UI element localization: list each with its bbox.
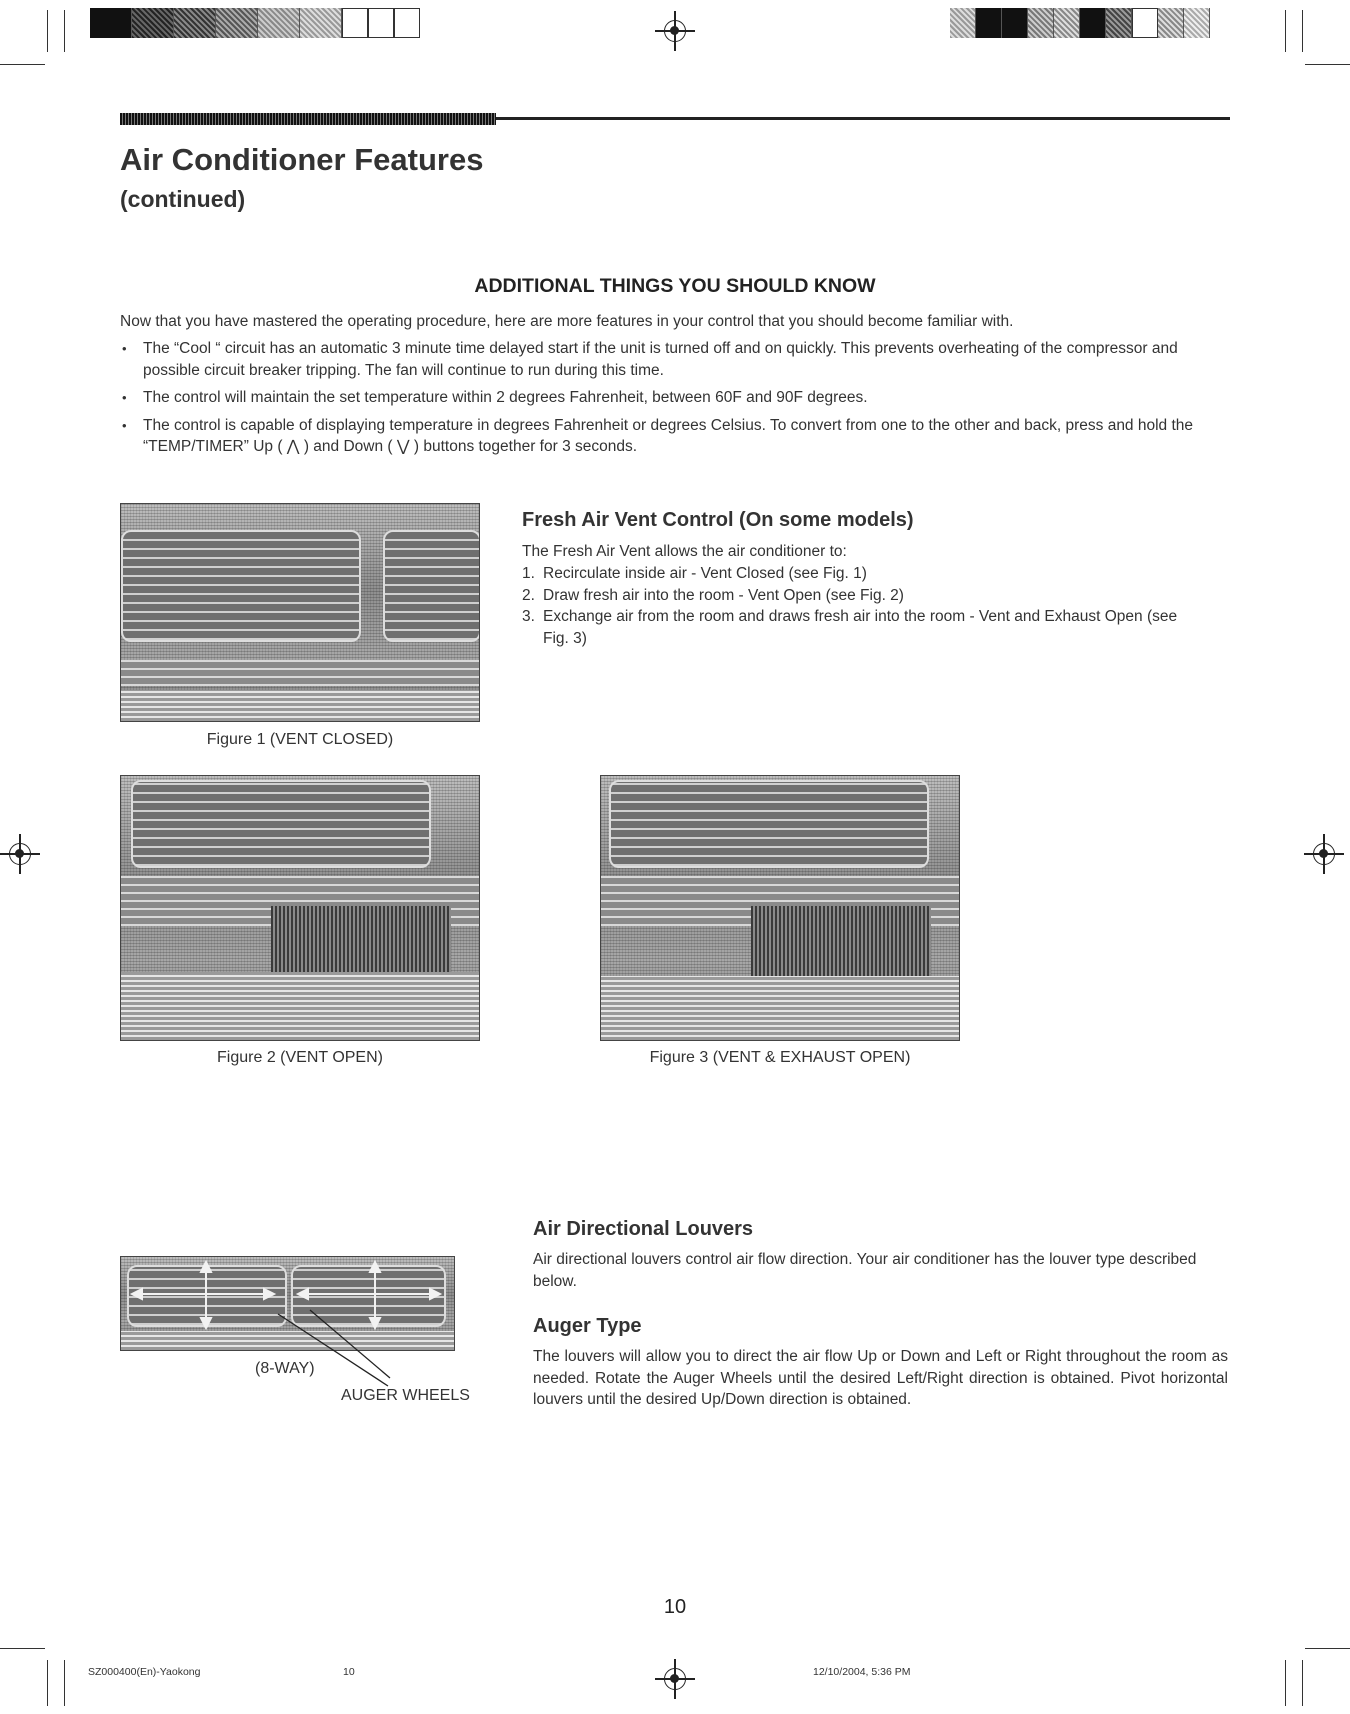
figure-3-caption: Figure 3 (VENT & EXHAUST OPEN) xyxy=(649,1049,911,1066)
figure-3-photo xyxy=(600,775,960,1041)
registration-mark-icon xyxy=(1313,843,1335,865)
page-number: 10 xyxy=(663,1596,687,1618)
slug-filename: SZ000400(En)-Yaokong xyxy=(88,1666,201,1678)
calibration-bar-left xyxy=(90,8,420,38)
slug-timestamp: 12/10/2004, 5:36 PM xyxy=(813,1666,911,1678)
fresh-air-heading: Fresh Air Vent Control (On some models) xyxy=(522,509,914,531)
louver-8way-label: (8-WAY) xyxy=(255,1360,315,1377)
crop-mark xyxy=(47,1660,48,1706)
crop-mark xyxy=(0,64,45,65)
crop-mark xyxy=(64,1660,65,1706)
auger-wheels-label: AUGER WHEELS xyxy=(341,1387,470,1404)
crop-mark xyxy=(1285,10,1286,52)
fresh-air-steps xyxy=(522,563,1202,649)
fresh-air-intro: The Fresh Air Vent allows the air conditioner to: xyxy=(522,543,847,560)
figure-2-photo xyxy=(120,775,480,1041)
crop-mark xyxy=(47,10,48,52)
crop-mark xyxy=(64,10,65,52)
page-subtitle: (continued) xyxy=(120,186,246,212)
crop-mark xyxy=(0,1648,45,1649)
list-item: 3. Exchange air from the room and draws fresh air into the room - Vent and Exhaust Open (see Fig. 3) xyxy=(522,608,1178,647)
tips-list xyxy=(120,338,1226,464)
header-accent-bar xyxy=(120,113,496,125)
auger-text: The louvers will allow you to direct the air flow Up or Down and Left or Right throughout the room as needed. Rotate the Auger Wheels until the desired Left/Right direction is obtained. Pivot horizontal louvers until the desired Up/Down direction is obtained. xyxy=(533,1348,1228,1408)
crop-mark xyxy=(1285,1660,1286,1706)
section-heading: ADDITIONAL THINGS YOU SHOULD KNOW xyxy=(474,275,876,297)
crop-mark xyxy=(1302,10,1303,52)
registration-mark-icon xyxy=(664,1668,686,1690)
registration-mark-icon xyxy=(9,843,31,865)
calibration-bar-right xyxy=(950,8,1210,38)
list-item: 2. Draw fresh air into the room - Vent Open (see Fig. 2) xyxy=(522,586,904,604)
figure-1-photo xyxy=(120,503,480,722)
crop-mark xyxy=(1305,64,1350,65)
crop-mark xyxy=(1305,1648,1350,1649)
list-item: • The control is capable of displaying temperature in degrees Fahrenheit or degrees Celsius. To convert from one to the other and back, press and hold the “TEMP/TIMER” Up ( ⋀ ) and Down ( ⋁ ) buttons together for 3 seconds. xyxy=(120,415,1226,458)
figure-2-caption: Figure 2 (VENT OPEN) xyxy=(217,1049,383,1066)
list-item: • The “Cool “ circuit has an automatic 3 minute time delayed start if the unit is turned off and on quickly. This prevents overheating of the compressor and possible circuit breaker tripping. The fan will continue to run during this time. xyxy=(120,338,1226,381)
list-item: • The control will maintain the set temperature within 2 degrees Fahrenheit, between 60F and 90F degrees. xyxy=(120,387,1226,409)
figure-1-caption: Figure 1 (VENT CLOSED) xyxy=(206,731,394,748)
slug-page: 10 xyxy=(343,1666,355,1678)
crop-mark xyxy=(1302,1660,1303,1706)
list-item: 1. Recirculate inside air - Vent Closed (see Fig. 1) xyxy=(522,565,867,582)
auger-heading: Auger Type xyxy=(533,1315,642,1337)
page-title: Air Conditioner Features xyxy=(120,142,484,177)
louvers-text: Air directional louvers control air flow direction. Your air conditioner has the louver type described below. xyxy=(533,1251,1197,1290)
registration-mark-icon xyxy=(664,20,686,42)
section-intro: Now that you have mastered the operating procedure, here are more features in your control that you should become familiar with. xyxy=(120,313,1014,330)
louvers-heading: Air Directional Louvers xyxy=(533,1218,754,1240)
auger-wheel-pointer-lines xyxy=(220,1300,460,1400)
